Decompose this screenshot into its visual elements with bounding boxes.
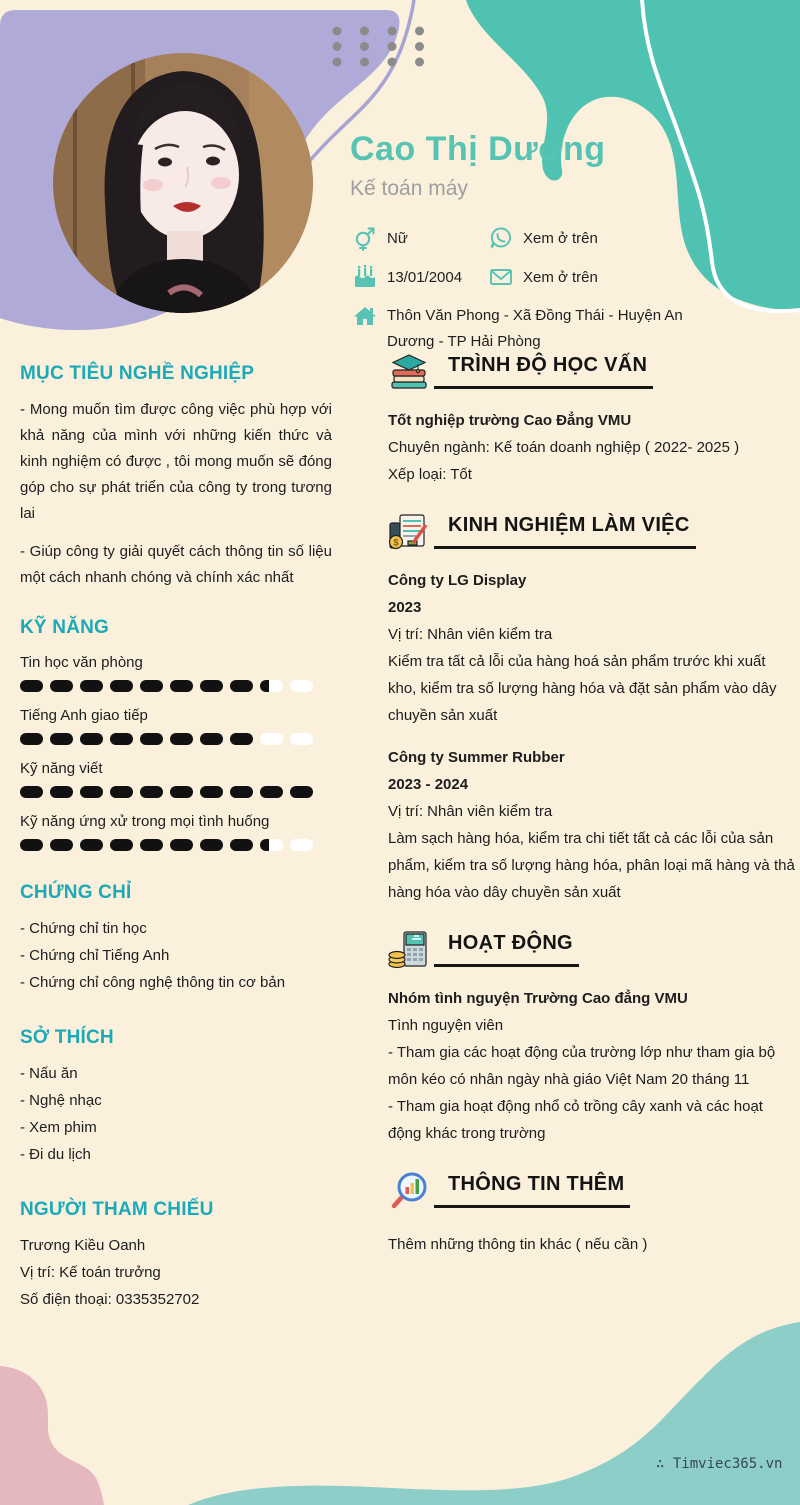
hobbies-list (20, 1060, 332, 1168)
more-info-text: Thêm những thông tin khác ( nếu cần ) (388, 1236, 648, 1253)
activities-heading: HOẠT ĐỘNG (434, 932, 579, 967)
skill-pill (230, 839, 253, 851)
phone-field (488, 225, 598, 251)
whatsapp-icon (488, 225, 514, 251)
skill-pill (80, 786, 103, 798)
svg-text:$: $ (393, 537, 399, 548)
hobbies-heading: SỞ THÍCH (20, 1027, 114, 1048)
left-column (20, 363, 332, 1313)
more-info-content (388, 1231, 795, 1258)
job-period: 2023 (388, 599, 422, 616)
skill-pill (20, 839, 43, 851)
skill-pill (140, 786, 163, 798)
skill-pill (230, 733, 253, 745)
skill-pill (140, 839, 163, 851)
pink-bottom-blob (0, 1366, 104, 1505)
skill-level-meter (20, 786, 332, 798)
more-info-heading: THÔNG TIN THÊM (434, 1173, 630, 1208)
skill-pill (260, 733, 283, 745)
teal-bottom-blob (188, 1322, 800, 1505)
skill-pill (200, 839, 223, 851)
education-major: Chuyên ngành: Kế toán doanh nghiệp ( 2022- 2025 ) (388, 439, 740, 456)
hobby-item: - Nghệ nhạc (20, 1092, 102, 1109)
hobby-item: - Xem phim (20, 1119, 97, 1136)
skill-pill (80, 733, 103, 745)
activities-icon (388, 928, 430, 970)
contact-info (352, 225, 790, 355)
reference-line: Số điện thoại: 0335352702 (20, 1291, 200, 1308)
job-entry (388, 567, 795, 729)
skill-pill (50, 839, 73, 851)
skill-pill (170, 839, 193, 851)
birthday-cake-icon (352, 264, 378, 290)
skill-pill (110, 733, 133, 745)
skill-pill (20, 733, 43, 745)
job-position: Vị trí: Nhân viên kiểm tra (388, 626, 553, 643)
activity-bullet: - Tham gia hoạt động nhổ cỏ trồng cây xanh và các hoạt động khác trong trường (388, 1098, 763, 1142)
birthday-field (352, 264, 488, 290)
skills-list (20, 654, 332, 851)
education-grade: Xếp loại: Tốt (388, 466, 472, 483)
hobby-item: - Nấu ăn (20, 1065, 78, 1082)
address-field (352, 303, 683, 355)
skill-item (20, 813, 332, 851)
skill-label: Kỹ năng ứng xử trong mọi tình huống (20, 813, 270, 830)
skill-pill (50, 786, 73, 798)
activity-bullets (388, 1039, 795, 1147)
education-icon (388, 350, 430, 392)
more-info-icon (388, 1169, 430, 1211)
contact-row (352, 303, 790, 355)
right-column (388, 350, 795, 1258)
skill-pill (200, 733, 223, 745)
skill-pill (260, 839, 283, 851)
profile-photo-illustration (53, 53, 313, 313)
address-line-2: Dương - TP Hải Phòng (387, 333, 541, 350)
activity-organization: Nhóm tình nguyện Trường Cao đẳng VMU (388, 990, 688, 1007)
candidate-name: Cao Thị Dương (350, 130, 606, 168)
skill-pill (290, 680, 313, 692)
gender-field (352, 225, 488, 251)
certificates-list (20, 915, 332, 996)
email-field (488, 264, 598, 290)
skill-pill (170, 680, 193, 692)
skill-pill (260, 680, 283, 692)
skill-pill (200, 680, 223, 692)
skill-item (20, 654, 332, 692)
contact-row (352, 264, 790, 290)
certificate-item: - Chứng chỉ công nghệ thông tin cơ bản (20, 974, 286, 991)
job-description: Làm sạch hàng hóa, kiểm tra chi tiết tất cả các lỗi của sản phẩm, kiểm tra số lượng hàng hóa, phân loại mã hàng và thả hàng hóa vào dây chuyền sản xuất (388, 830, 795, 901)
objective-paragraph: - Mong muốn tìm được công việc phù hợp với khả năng của mình với những kiến thức và kinh nghiệm có được , tôi mong muốn sẽ đóng góp cho sự phát triển của công ty trong tương lai (20, 401, 332, 522)
candidate-job-title: Kế toán máy (350, 177, 468, 200)
references-list (20, 1232, 332, 1313)
skill-pill (290, 839, 313, 851)
contact-row (352, 225, 790, 251)
activity-bullet: - Tham gia các hoạt động của trường lớp như tham gia bộ môn kéo có nhân ngày nhà giáo Việt Nam 20 tháng 11 (388, 1044, 776, 1088)
skill-pill (140, 680, 163, 692)
skill-pill (50, 733, 73, 745)
objective-paragraphs (20, 397, 332, 591)
activities-section-header (388, 928, 795, 970)
skills-heading: KỸ NĂNG (20, 617, 110, 638)
job-position: Vị trí: Nhân viên kiểm tra (388, 803, 553, 820)
activities-content (388, 985, 795, 1147)
experience-list (388, 567, 795, 906)
objective-heading: MỤC TIÊU NGHỀ NGHIỆP (20, 363, 255, 384)
hobby-item: - Đi du lịch (20, 1146, 91, 1163)
address-value (387, 303, 683, 355)
more-info-section-header (388, 1169, 795, 1211)
education-heading: TRÌNH ĐỘ HỌC VẤN (434, 354, 653, 389)
mail-icon (488, 264, 514, 290)
skill-label: Tiếng Anh giao tiếp (20, 707, 148, 724)
cv-header (350, 130, 790, 355)
skill-label: Tin học văn phòng (20, 654, 143, 671)
skill-level-meter (20, 680, 332, 692)
skill-level-meter (20, 733, 332, 745)
skill-pill (110, 839, 133, 851)
skill-level-meter (20, 839, 332, 851)
address-line-1: Thôn Văn Phong - Xã Đồng Thái - Huyện An (387, 307, 683, 324)
skill-pill (260, 786, 283, 798)
skill-item (20, 760, 332, 798)
skill-label: Kỹ năng viết (20, 760, 103, 777)
job-period: 2023 - 2024 (388, 776, 469, 793)
skill-pill (20, 680, 43, 692)
email-note: Xem ở trên (523, 269, 598, 286)
home-icon (352, 303, 378, 329)
certificate-item: - Chứng chỉ tin học (20, 920, 147, 937)
skill-pill (290, 786, 313, 798)
skill-pill (170, 733, 193, 745)
skill-pill (110, 786, 133, 798)
references-heading: NGƯỜI THAM CHIẾU (20, 1199, 214, 1220)
job-description: Kiểm tra tất cả lỗi của hàng hoá sản phẩm trước khi xuất kho, kiểm tra số lượng hàng hóa và đặt sản phẩm vào dây chuyền sản xuất (388, 653, 777, 724)
experience-section-header (388, 510, 795, 552)
skill-pill (80, 680, 103, 692)
education-school: Tốt nghiệp trường Cao Đẳng VMU (388, 412, 632, 429)
certificate-item: - Chứng chỉ Tiếng Anh (20, 947, 170, 964)
education-section-header (388, 350, 795, 392)
skill-pill (20, 786, 43, 798)
skill-pill (110, 680, 133, 692)
profile-photo (53, 53, 313, 313)
skill-pill (230, 786, 253, 798)
education-content (388, 407, 795, 488)
skill-pill (140, 733, 163, 745)
experience-icon (388, 510, 430, 552)
skill-item (20, 707, 332, 745)
job-entry (388, 744, 795, 906)
objective-paragraph: - Giúp công ty giải quyết cách thông tin số liệu một cách nhanh chóng và chính xác nhất (20, 543, 332, 586)
skill-pill (50, 680, 73, 692)
job-company: Công ty LG Display (388, 572, 527, 589)
job-company: Công ty Summer Rubber (388, 749, 565, 766)
gender-value: Nữ (387, 230, 408, 247)
watermark: ∴ Timviec365.vn (656, 1456, 783, 1472)
certificates-heading: CHỨNG CHỈ (20, 882, 132, 903)
skill-pill (170, 786, 193, 798)
experience-heading: KINH NGHIỆM LÀM VIỆC (434, 514, 696, 549)
skill-pill (290, 733, 313, 745)
activity-role: Tình nguyện viên (388, 1017, 504, 1034)
skill-pill (230, 680, 253, 692)
skill-pill (200, 786, 223, 798)
birthday-value: 13/01/2004 (387, 269, 463, 286)
gender-icon (352, 225, 378, 251)
reference-line: Vị trí: Kế toán trưởng (20, 1264, 161, 1281)
phone-note: Xem ở trên (523, 230, 598, 247)
skill-pill (80, 839, 103, 851)
reference-line: Trương Kiều Oanh (20, 1237, 146, 1254)
